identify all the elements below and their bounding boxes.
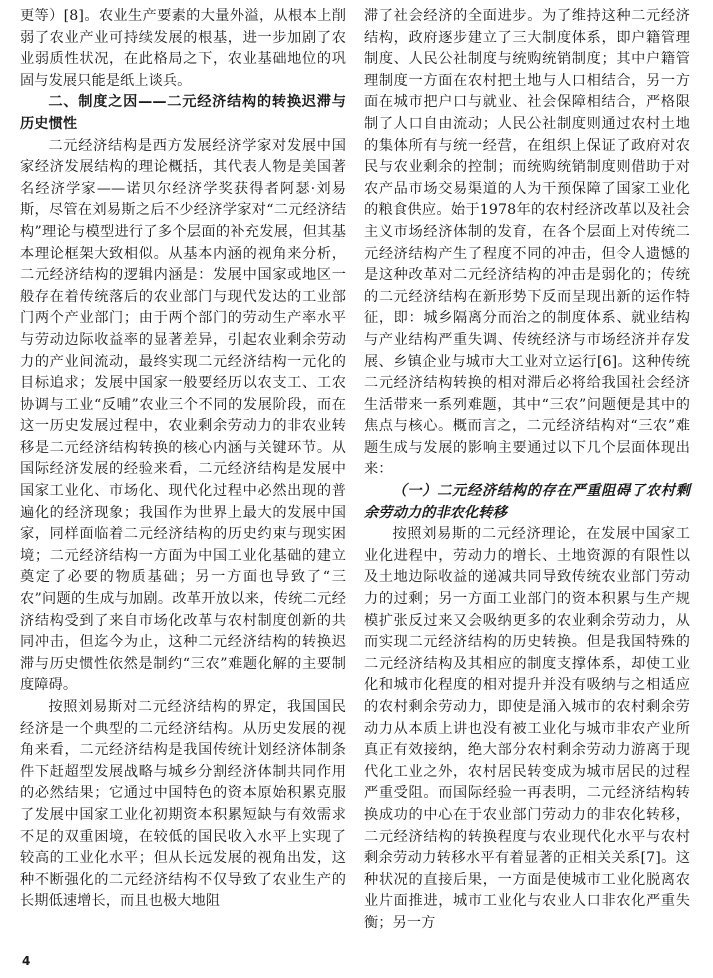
left-column: [20, 6, 346, 913]
intro-paragraph: 更等）[8]。农业生产要素的大量外溢，从根本上削弱了农业产业可持续发展的根基，进一步加剧了农业弱质性状况，在此格局之下，农业基础地位的巩固与发展只能是纸上谈兵。: [20, 8, 346, 89]
section-heading: 二、制度之因——二元经济结构的转换迟滞与历史惯性: [20, 94, 346, 132]
body-paragraph: 按照刘易斯对二元经济结构的界定，我国国民经济是一个典型的二元经济结构。从历史发展的视角来看，二元经济结构是我国传统计划经济体制条件下赶超型发展战略与城乡分割经济体制共同作用的必然结果；它通过中国特色的资本原始积累克服了发展中国家工业化初期资本积累短缺与有效需求不足的双重困境，在较低的国民收入水平上实现了较高的工业化水平；但从长远发展的视角出发，这种不断强化的二元经济结构不仅导致了农业生产的长期低速增长，而且也极大地阻: [20, 699, 346, 910]
body-paragraph: 按照刘易斯的二元经济理论，在发展中国家工业化进程中，劳动力的增长、土地资源的有限性以及土地边际收益的递减共同导致传统农业部门劳动力的过剩；另一方面工业部门的资本积累与生产规模扩张反过来又会吸纳更多的农业剩余劳动力，从而实现二元经济结构的历史转换。但是我国特殊的二元经济结构及其相应的制度支撑体系，却使工业化和城市化程度的相对提升并没有吸纳与之相适应的农村剩余劳动力，即使是涌入城市的农村剩余劳动力从本质上讲也没有被工业化与城市非农产业所真正有效接纳，绝大部分农村剩余劳动力游离于现代化工业之外，农村居民转变成为城市居民的过程严重受阻。而国际经验一再表明，二元经济结构转换成功的中心在于农业部门劳动力的非农化转移，二元经济结构的转换程度与农业现代化水平与农村剩余劳动力转移水平有着显著的正相关关系[7]。这种状况的直接后果，一方面是使城市工业化脱离农业片面推进，城市工业化与农业人口非农化严重失衡；另一方: [364, 526, 690, 931]
page-number: 4: [22, 954, 31, 968]
body-paragraph: 滞了社会经济的全面进步。为了维持这种二元经济结构，政府逐步建立了三大制度体系，即户籍管理制度、人民公社制度与统购统销制度；其中户籍管理制度一方面在农村把土地与人口相结合，另一方面在城市把户口与就业、社会保障相结合，严格限制了人口自由流动；人民公社制度则通过农村土地的集体所有与统一经营，在组织上保证了政府对农民与农业剩余的控制；而统购统销制度则借助于对农产品市场交易渠道的人为干预保障了国家工业化的粮食供应。始于1978年的农村经济改革以及社会主义市场经济体制的发育，在各个层面上对传统二元经济结构产生了程度不同的冲击，但令人遗憾的是这种改革对二元经济结构的冲击是弱化的；传统的二元经济结构在新形势下反而呈现出新的运作特征，即：城乡隔离分而治之的制度体系、就业结构与产业结构严重失调、传统经济与市场经济并存发展、乡镇企业与城市大工业对立运行[6]。这种传统二元经济结构转换的相对滞后必将给我国社会经济生活带来一系列难题，其中“三农”问题便是其中的焦点与核心。概而言之，二元经济结构对“三农”难题生成与发展的影响主要通过以下几个层面体现出来：: [364, 8, 690, 478]
body-paragraph: 二元经济结构是西方发展经济学家对发展中国家经济发展结构的理论概括，其代表人物是美国著名经济学家——诺贝尔经济学奖获得者阿瑟·刘易斯，尽管在刘易斯之后不少经济学家对“二元经济结构”理论与模型进行了多个层面的补充发展，但其基本理论框架大致相似。从基本内涵的视角来分析，二元经济结构的逻辑内涵是：发展中国家或地区一般存在着传统落后的农业部门与现代发达的工业部门两个产业部门；由于两个部门的劳动生产率水平与劳动边际收益率的显著差异，引起农业剩余劳动力的产业间流动，最终实现二元经济结构一元化的目标追求；发展中国家一般要经历以农支工、工农协调与工业“反哺”农业三个不同的发展阶段，而在这一历史发展过程中，农业剩余劳动力的非农业转移是二元经济结构转换的核心内涵与关键环节。从国际经济发展的经验来看，二元经济结构是发展中国家工业化、市场化、现代化过程中必然出现的普遍化的经济现象；我国作为世界上最大的发展中国家，同样面临着二元经济结构的历史约束与现实困境；二元经济结构一方面为中国工业化基础的建立奠定了必要的物质基础；另一方面也导致了“三农”问题的生成与加剧。改革开放以来，传统二元经济结构受到了来自市场化改革与农村制度创新的共同冲击，但迄今为止，这种二元经济结构的转换迟滞与历史惯性依然是制约“三农”难题化解的主要制度障碍。: [20, 137, 346, 694]
right-column: [364, 6, 690, 935]
subsection-heading: （一）二元经济结构的存在严重阻碍了农村剩余劳动力的非农化转移: [364, 483, 690, 521]
